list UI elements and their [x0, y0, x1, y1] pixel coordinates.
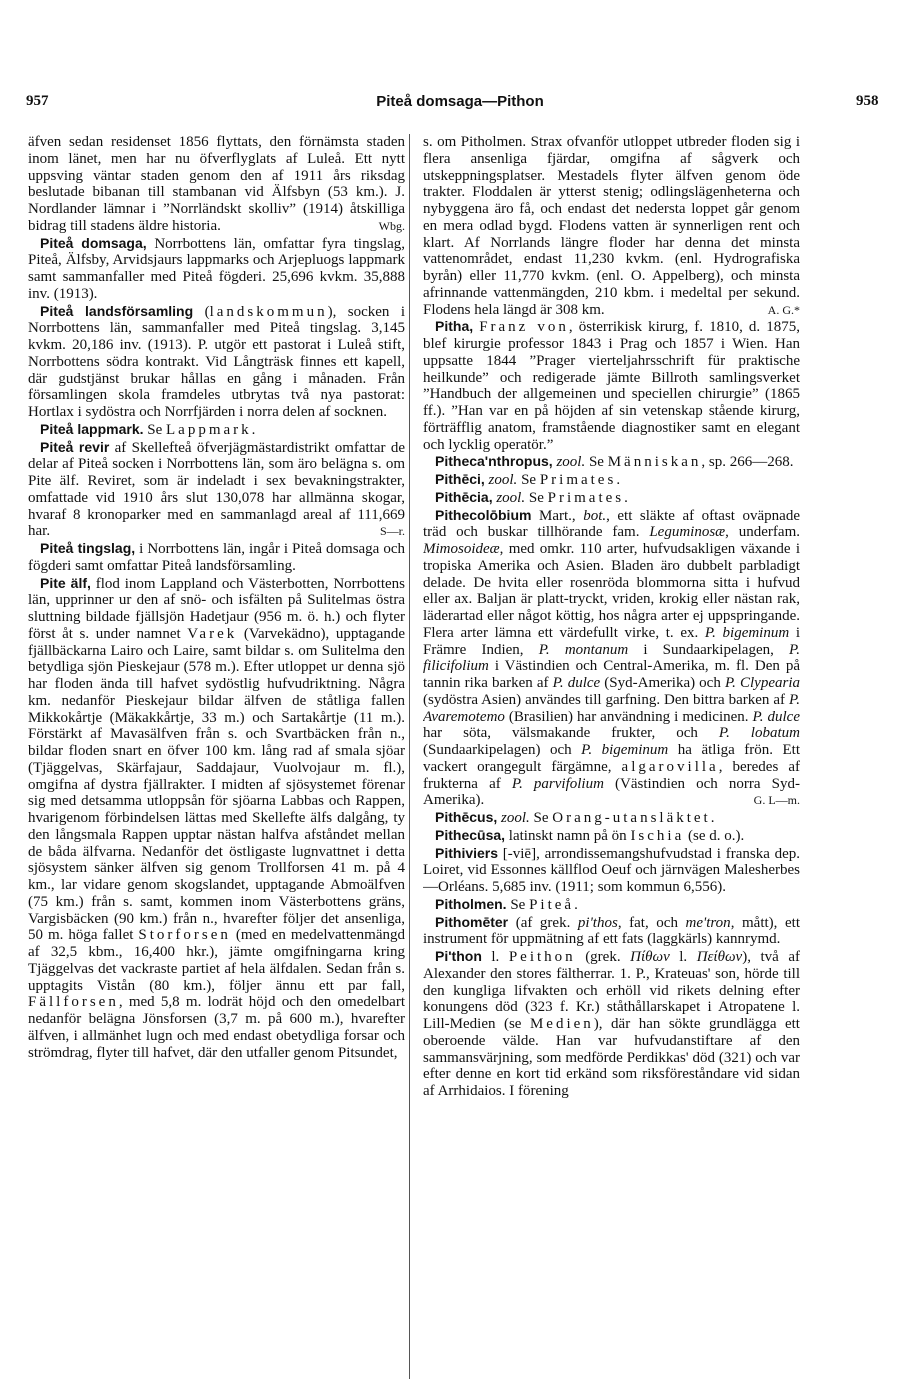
- left-column: [28, 134, 405, 1379]
- entry-pitea-lappmark: Piteå lappmark. Se Lappmark.: [40, 420, 256, 438]
- entry-pitha: Pitha, Franz von, österrikisk kirurg, f. 1810, d. 1875, blef kirurgie professor 1843 i Prag och 1857 i Wien. Han uppsatte 1844 ”Prager vierteljahrsschrift für praktische heilkunde” och redigerade jämte Billroth samlingsverket ”Handbuch der allgemeinen und speciellen chirurgie” (1865 ff.). ”Han var en på höjden af sin vetenskap stående kirurg, förträfflig anatom, framstående diagnostiker samt en elegant och lycklig operatör.”: [423, 318, 800, 453]
- headword: Pithiviers: [435, 844, 499, 861]
- headword: Pithomēter: [435, 913, 509, 930]
- left-page-number: 957: [26, 93, 49, 109]
- headword: Piteå tingslag,: [40, 540, 136, 556]
- headword: Pithēcus,: [435, 809, 498, 825]
- entry-pitea-revir: Piteå revir af Skellefteå öfverjägmästardistrikt omfattar de delar af Piteå socken i Norrbottens län, som äro belägna s. om Pite älf. Reviret, som är indeladt i sex bevakningstrakter, omfattade vid 1910 års slut 130,078 har allmänna skogar, hvaraf 8 kronoparker med en sammanlagd areal af 111,669 har. S—r.: [28, 438, 405, 540]
- entry-pithecusa: Pithecūsa, latinskt namn på ön Ischia (se d. o.).: [435, 826, 745, 844]
- right-page-number: 958: [856, 93, 879, 109]
- headword: Pi'thon: [435, 948, 482, 964]
- entry-pite-alf-continuation: s. om Pitholmen. Strax ofvanför utloppet utbreder floden sig i flera ansenliga fjärdar, omgifna af sågverk och utskeppningsplatser. Mestadels flyter älfven genom öde trakter. Floddalen är ytterst stenig; odlingslägenheterna och nybyggena äro få, och endast det nedersta loppet går genom en mera odlad bygd. Flodens vatten är synnerligen rent och klart. Af Norrlands längre floder har denna det minsta vattenområdet, endast 11,230 kvkm. (enl. Hydrografiska byrån) eller 11,770 kvkm. (enl. O. Appelberg), och minsta afrinnande vattenmängden, 210 kbm. i medeltal per sekund. Flodens hela längd är 308 km. A. G.*: [423, 134, 800, 318]
- page-header: [0, 93, 920, 117]
- headword: Piteå lappmark.: [40, 420, 144, 437]
- signature: A. G.*: [767, 302, 800, 317]
- entry-pitea-tingslag: Piteå tingslag, i Norrbottens län, ingår i Piteå domsaga och fögderi samt omfattar Piteå landsförsamling.: [28, 540, 405, 574]
- entry-pitheci: Pithēci, zool. Se Primates.: [435, 471, 621, 488]
- cross-reference: Orang-utansläktet: [552, 810, 711, 826]
- cross-reference: Primates: [539, 472, 617, 488]
- headword: Piteå landsförsamling: [40, 302, 194, 319]
- headword: Pithecūsa,: [435, 826, 506, 843]
- headword: Pite älf,: [40, 574, 91, 591]
- cross-reference: Piteå: [529, 896, 575, 913]
- signature: G. L—m.: [753, 793, 800, 808]
- entry-pite-alf: Pite älf, flod inom Lappland och Västerbotten, Norrbottens län, upprinner ur den af snö- och isfälten på Sulitelmas östra sluttning bildade fjällsjön Hadetjaur (956 m. ö. h.) och flyter först åt s. under namnet Varek (Varvekädno), upptagande fjällbäckarna Lairo och Laire, samt bildar s. om Sulitelma den betydliga sjön Pieskejaur (578 m.). Efter utloppet ur denna sjö har floden ända till hafvet sydöstlig hufvudriktning. Några km. nedanför Pieskejaur bildar älfven de ståtliga fallen Mikkokårtje (Mäkakkårtje, 33 m.) och Sartakårtje (11 m.). Förstärkt af Mavasälfven från s. och Svartbäcken från n., bildar floden snart en öfver 100 km. lång rad af smala sjöar (Tjäggelvas, Skärfajaur, Saddajaur, Vuolvojaur m. fl.), omgifna af dystra fjällrakter. I midten af sjösystemet förenar sig med detsamma utloppsån för sjöarna Labbas och Rappen, hvarigenom förbindelsen lättas med Skellefte älfs dalgång, ty den långsmala Rappen upptar nästan halfva afståndet mellan de båda älfvarna. Nedanför det östligaste lugnvattnet i detta sjösystem sänker älfven sig genom Trollforsen 41 m. på 4 km., lar vidare genom skogslandet, upptagande Abmoälfven (75 km.) från s. samt, kommen inom Västerbottens gräns, Vargisbäcken (90 km.) från n., hvarefter följer det ansenliga, 50 m. höga fallet Storforsen (med en medelvattenmängd af 32,5 kbm., 16,400 hkr.), jämte omgifningarna kring Tjäggelvas det vackraste partiet af hela älfdalen. Sedan från s. upptagits Vistån (80 km.), följer ännu ett par fall, Fällforsen, med 5,8 m. lodrät höjd och den omedelbart nedanför belägna Jönsforsen (3,7 m. på 600 m.), hvarefter älfven, i allmänhet lugn och med endast obetydliga forsar och strömdrag, flyter till hafvet, där den utfaller genom Pitsundet,: [28, 574, 405, 1061]
- signature: S—r.: [379, 524, 405, 539]
- entry-pithecia: Pithēcia, zool. Se Primates.: [435, 488, 628, 506]
- entry-pithiviers: Pithiviers [-viē], arrondissemangshufvudstad i franska dep. Loiret, vid Essonnes källflod Oeuf och järnvägen Malesherbes—Orléans. 5,685 inv. (1911; som kommun 6,556).: [423, 844, 800, 895]
- headword: Pithēcia,: [435, 488, 493, 505]
- headword: Piteå revir: [40, 438, 110, 455]
- entry-pitea-continuation: äfven sedan residenset 1856 flyttats, den förnämsta staden inom länet, men har nu öfverflyglats af Luleå. Ett nytt uppsving väntar staden genom den af 1911 års riksdag beslutade bibanan till stambanan vid Älfsbyn (53 km.). J. Nordlander lämnar i ”Norrländskt skolliv” (1914) åtskilliga bidrag till stadens äldre historia. Wbg.: [28, 134, 405, 234]
- headword: Pitheca'nthropus,: [435, 453, 553, 470]
- entry-pitea-landsforsamling: Piteå landsförsamling (landskommun), socken i Norrbottens län, sammanfaller med Piteå tingslag. 3,145 kvkm. 20,186 inv. (1913). P. utgör ett pastorat i Luleå stift, Norrbottens södra kontrakt. Vid Långträsk finnes ett kapell, där gudstjänst brukar hållas en gång i månaden. Från församlingen skola framdeles utbrytas två nya pastorat: Hortlax i sydöstra och Norrfjärden i norra delen af socknen.: [28, 302, 405, 420]
- cross-reference: Lappmark: [166, 421, 252, 438]
- entry-pitea-domsaga: Piteå domsaga, Norrbottens län, omfattar fyra tingslag, Piteå, Älfsby, Arvidsjaurs lappmarks och Arjepluogs lappmark samt sammanfaller med Piteå fögderi. 25,696 kvkm. 35,888 inv. (1913).: [28, 234, 405, 302]
- cross-reference: Primates: [547, 489, 625, 506]
- headword: Pithecolōbium: [435, 506, 532, 523]
- entry-pitholmen: Pitholmen. Se Piteå.: [435, 895, 578, 913]
- running-title: Piteå domsaga—Pithon: [376, 93, 544, 110]
- entry-pithecanthropus: Pitheca'nthropus, zool. Se Människan, sp. 266—268.: [435, 453, 794, 471]
- column-divider: [409, 134, 410, 1379]
- signature: Wbg.: [378, 218, 405, 233]
- right-column: [423, 134, 800, 1379]
- headword: Pithēci,: [435, 471, 485, 487]
- entry-pithometer: Pithomēter (af grek. pi'thos, fat, och me'tron, mått), ett instrument för uppmätning af ett fats (laggkärls) kannrymd.: [423, 913, 800, 948]
- entry-pithecolobium: Pithecolōbium Mart., bot., ett släkte af oftast oväpnade träd och buskar tillhörande fam. Leguminosæ, underfam. Mimosoideæ, med omkr. 110 arter, hufvudsakligen växande i tropiska Amerika och Asien. Bladen äro dubbelt parbladigt delade. De hvita eller rosenröda blommorna sitta i hufvud eller ax. Baljan är platt-tryckt, vriden, krokig eller nästan rak, läderartad eller något köttig, hos några arter ej uppspringande. Flera arter lämna ett värdefullt virke, t. ex. P. bigeminum i Främre Indien, P. montanum i Sundaarkipelagen, P. filicifolium i Västindien och Central-Amerika, m. fl. Den på tannin rika barken af P. dulce (Syd-Amerika) och P. Clypearia (sydöstra Asien) användes till garfning. Den bittra barken af P. Avaremotemo (Brasilien) har användning i medicinen. P. dulce har söta, välsmakande frukter, och P. lobatum (Sundaarkipelagen) och P. bigeminum ha ätliga frön. Ett vackert orangegult färgämne, algarovilla, beredes af frukterna af P. parvifolium (Västindien och norra Syd-Amerika). G. L—m.: [423, 506, 800, 809]
- entry-pithecus: Pithēcus, zool. Se Orang-utansläktet.: [435, 809, 715, 826]
- headword: Pitholmen.: [435, 895, 507, 912]
- cross-reference: Människan: [607, 454, 702, 471]
- headword: Piteå domsaga,: [40, 234, 147, 251]
- headword: Pitha,: [435, 318, 474, 335]
- cross-reference: Ischia: [630, 827, 685, 844]
- entry-pithon: Pi'thon l. Peithon (grek. Πίθων l. Πείθων), två af Alexander den stores fältherrar. 1. P., Krateuas' son, hörde till den kungliga lifvakten och erhöll vid rikets delning efter konungens död (323 f. Kr.) ståthållarskapet i Atropatene l. Lill-Medien (se Medien), där han sökte grundlägga ett oberoende välde. Han var hufvudanstiftare af den sammansvärjning, som medförde Perdikkas' död (321) och var efter denne en kort tid erkänd som riksföreståndare vid sidan af Arrhidaios. I förening: [423, 948, 800, 1099]
